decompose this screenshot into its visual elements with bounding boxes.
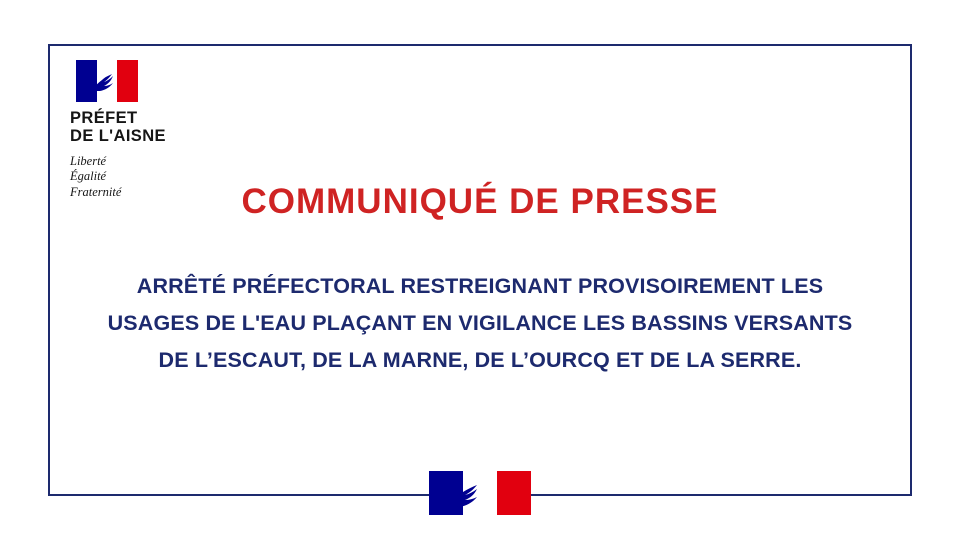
motto-fraternite: Fraternité — [70, 184, 122, 199]
footer-flag-band-red — [497, 471, 531, 515]
marianne-icon — [88, 65, 118, 97]
subtitle-line-3: DE L’ESCAUT, DE LA MARNE, DE L’OURCQ ET DE LA SERRE. — [158, 347, 802, 372]
french-flag-icon — [76, 60, 138, 102]
subtitle-line-1: ARRÊTÉ PRÉFECTORAL RESTREIGNANT PROVISOIREMENT LES — [136, 274, 824, 298]
prefecture-title — [70, 109, 220, 146]
subtitle-line-2: USAGES DE L'EAU PLAÇANT EN VIGILANCE LES BASSINS VERSANTS — [107, 310, 853, 335]
motto-egalite: Égalité — [70, 169, 107, 184]
page-subtitle — [80, 268, 880, 379]
page-title: COMMUNIQUÉ DE PRESSE — [241, 182, 719, 221]
prefecture-logo — [70, 60, 220, 200]
french-flag-marianne-icon — [429, 471, 531, 515]
footer-marianne-icon — [445, 477, 483, 511]
prefecture-title-line2: DE L'AISNE — [70, 127, 166, 146]
flag-band-red — [117, 60, 138, 102]
motto-liberte: Liberté — [70, 153, 107, 168]
prefecture-title-line1: PRÉFET — [70, 109, 138, 127]
